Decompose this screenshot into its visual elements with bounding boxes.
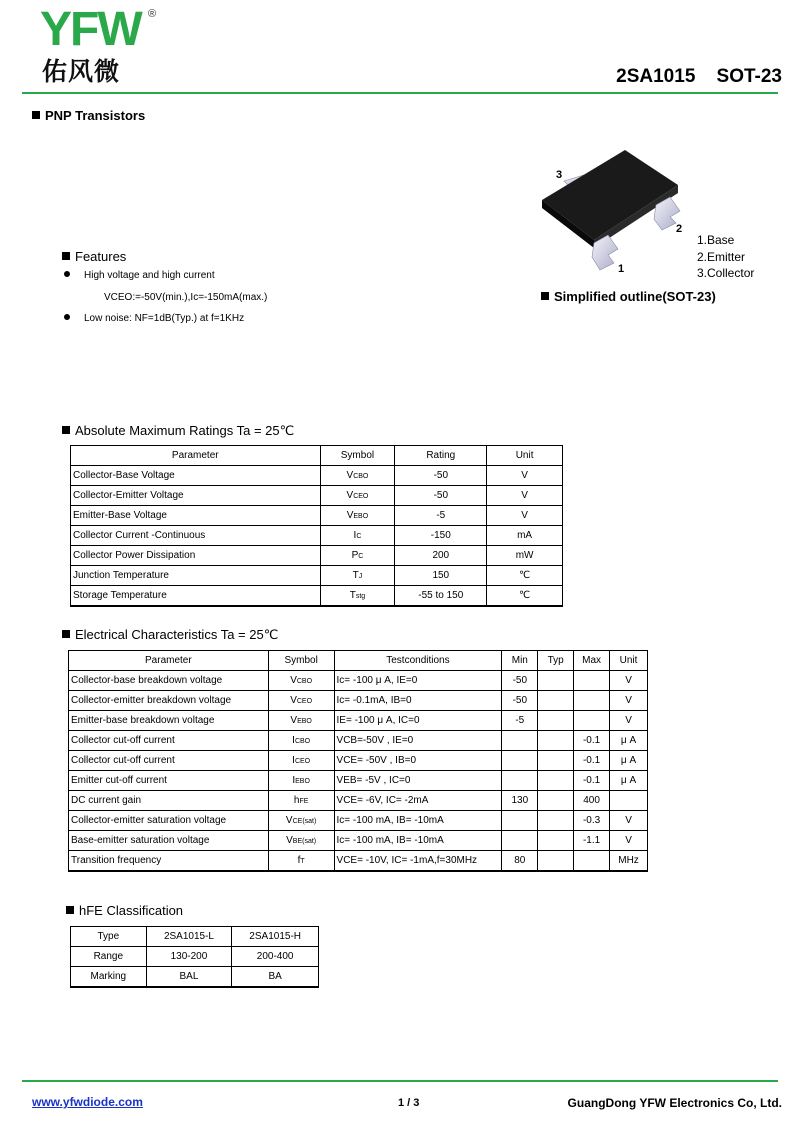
header-rule (22, 92, 778, 94)
table-cell: 130 (502, 791, 538, 811)
table-cell: ℃ (487, 586, 563, 607)
table-row (69, 751, 648, 771)
table-cell: 2SA1015-L (146, 927, 232, 947)
square-bullet-icon (541, 292, 549, 300)
table-cell: BAL (146, 967, 232, 988)
table-cell (538, 851, 574, 872)
table-cell: VCB=-50V , IE=0 (334, 731, 502, 751)
table-cell: VBE(sat) (268, 831, 334, 851)
abs-max-table (70, 445, 563, 607)
table-cell: mW (487, 546, 563, 566)
table-row (71, 967, 319, 988)
feature-item: Low noise: NF=1dB(Typ.) at f=1KHz (64, 313, 244, 324)
table-cell: Collector cut-off current (69, 751, 269, 771)
column-header: Min (502, 651, 538, 671)
square-bullet-icon (32, 111, 40, 119)
table-cell: μ A (610, 771, 648, 791)
part-title (616, 66, 782, 88)
table-cell: Emitter-Base Voltage (71, 506, 321, 526)
table-cell: VEBO (268, 711, 334, 731)
table-cell (538, 771, 574, 791)
column-header: Unit (610, 651, 648, 671)
registered-mark: ® (148, 8, 157, 20)
table-row (69, 711, 648, 731)
table-cell: -55 to 150 (395, 586, 487, 607)
table-cell: Transition frequency (69, 851, 269, 872)
square-bullet-icon (66, 906, 74, 914)
table-cell: 2SA1015-H (232, 927, 319, 947)
table-cell: 400 (574, 791, 610, 811)
column-header: Parameter (71, 446, 321, 466)
table-row (69, 691, 648, 711)
table-cell: ℃ (487, 566, 563, 586)
table-row (71, 566, 563, 586)
table-cell: 130-200 (146, 947, 232, 967)
pin-label-1: 1 (618, 263, 625, 275)
table-cell: VCEO (320, 486, 395, 506)
part-number: 2SA1015 (616, 66, 696, 87)
table-cell (502, 811, 538, 831)
abs-max-title: Absolute Maximum Ratings Ta = 25℃ (62, 423, 294, 439)
table-cell: Base-emitter saturation voltage (69, 831, 269, 851)
column-header: Testconditions (334, 651, 502, 671)
table-cell: ICEO (268, 751, 334, 771)
pin-label-3: 3 (556, 169, 563, 181)
table-cell: -0.3 (574, 811, 610, 831)
table-cell: Ic= -100 mA, IB= -10mA (334, 811, 502, 831)
logo-text: YFW (40, 3, 141, 56)
table-row (69, 731, 648, 751)
features-title: Features (62, 249, 126, 264)
table-cell (502, 731, 538, 751)
table-cell: VCBO (320, 466, 395, 486)
table-cell: -0.1 (574, 771, 610, 791)
page-number: 1 / 3 (398, 1097, 420, 1109)
column-header: Typ (538, 651, 574, 671)
table-row (69, 851, 648, 872)
table-cell: Ic= -0.1mA, IB=0 (334, 691, 502, 711)
table-row (69, 671, 648, 691)
table-cell: -5 (395, 506, 487, 526)
package-name: SOT-23 (716, 66, 782, 87)
table-cell: Ic= -100 μ A, IE=0 (334, 671, 502, 691)
logo-chinese-text: 佑风微 (42, 57, 121, 86)
table-cell: V (487, 486, 563, 506)
table-cell: -0.1 (574, 731, 610, 751)
table-cell: 200 (395, 546, 487, 566)
table-cell: DC current gain (69, 791, 269, 811)
table-cell (574, 711, 610, 731)
table-row (69, 791, 648, 811)
column-header: Unit (487, 446, 563, 466)
square-bullet-icon (62, 426, 70, 434)
table-cell: VEBO (320, 506, 395, 526)
table-cell: -1.1 (574, 831, 610, 851)
table-cell (538, 691, 574, 711)
table-cell: V (487, 506, 563, 526)
footer-url[interactable] (32, 1095, 143, 1109)
company-name: GuangDong YFW Electronics Co, Ltd. (567, 1096, 782, 1110)
table-cell (574, 691, 610, 711)
table-cell (502, 831, 538, 851)
table-cell: μ A (610, 731, 648, 751)
table-cell: Marking (71, 967, 147, 988)
footer-rule (22, 1080, 778, 1082)
table-row (71, 927, 319, 947)
table-cell (538, 711, 574, 731)
column-header: Max (574, 651, 610, 671)
table-cell (538, 751, 574, 771)
table-cell: Tstg (320, 586, 395, 607)
square-bullet-icon (62, 252, 70, 260)
feature-item: High voltage and high current (64, 270, 215, 281)
outline-caption: Simplified outline(SOT-23) (541, 289, 716, 304)
table-cell: IEBO (268, 771, 334, 791)
hfe-title: hFE Classification (66, 903, 183, 918)
pin-name-collector: 3.Collector (697, 266, 755, 280)
table-cell: Range (71, 947, 147, 967)
table-cell: VCE(sat) (268, 811, 334, 831)
table-cell: Collector Power Dissipation (71, 546, 321, 566)
table-cell: mA (487, 526, 563, 546)
feature-item: VCEO:=-50V(min.),Ic=-150mA(max.) (104, 292, 268, 303)
table-cell: -0.1 (574, 751, 610, 771)
website-link[interactable]: www.yfwdiode.com (32, 1095, 143, 1109)
table-cell: Collector-Base Voltage (71, 466, 321, 486)
table-cell: Storage Temperature (71, 586, 321, 607)
table-cell: Emitter-base breakdown voltage (69, 711, 269, 731)
table-row (69, 771, 648, 791)
table-cell: Emitter cut-off current (69, 771, 269, 791)
table-cell: -50 (502, 691, 538, 711)
table-cell: V (487, 466, 563, 486)
table-cell: Collector-emitter breakdown voltage (69, 691, 269, 711)
table-row (71, 506, 563, 526)
table-header-row (69, 651, 648, 671)
table-cell: Collector cut-off current (69, 731, 269, 751)
dot-bullet-icon (64, 271, 70, 277)
table-cell: VEB= -5V , IC=0 (334, 771, 502, 791)
table-row (71, 486, 563, 506)
company-logo (40, 3, 160, 92)
table-cell: V (610, 671, 648, 691)
table-cell: μ A (610, 751, 648, 771)
table-row (71, 947, 319, 967)
elec-table (68, 650, 648, 872)
table-cell (538, 811, 574, 831)
table-cell: Junction Temperature (71, 566, 321, 586)
table-cell: Ic= -100 mA, IB= -10mA (334, 831, 502, 851)
table-row (71, 586, 563, 607)
table-cell: PC (320, 546, 395, 566)
pin-names (697, 232, 754, 282)
pin-name-emitter: 2.Emitter (697, 249, 746, 264)
table-cell: hFE (268, 791, 334, 811)
table-cell: Collector-base breakdown voltage (69, 671, 269, 691)
table-row (69, 831, 648, 851)
table-cell: IE= -100 μ A, IC=0 (334, 711, 502, 731)
table-cell: 80 (502, 851, 538, 872)
table-cell (538, 731, 574, 751)
table-cell: V (610, 691, 648, 711)
table-cell: Collector-Emitter Voltage (71, 486, 321, 506)
column-header: Symbol (320, 446, 395, 466)
table-cell: 200-400 (232, 947, 319, 967)
pin-label-2: 2 (676, 223, 683, 235)
table-cell: VCBO (268, 671, 334, 691)
table-cell: 150 (395, 566, 487, 586)
table-row (71, 466, 563, 486)
table-cell: IC (320, 526, 395, 546)
table-cell (502, 751, 538, 771)
table-cell: Type (71, 927, 147, 947)
section-title: PNP Transistors (32, 108, 145, 123)
table-cell (538, 831, 574, 851)
table-cell (538, 671, 574, 691)
table-cell: VCE= -50V , IB=0 (334, 751, 502, 771)
elec-title: Electrical Characteristics Ta = 25℃ (62, 627, 278, 643)
table-cell: BA (232, 967, 319, 988)
table-cell: V (610, 711, 648, 731)
table-cell (610, 791, 648, 811)
dot-bullet-icon (64, 314, 70, 320)
table-cell: -150 (395, 526, 487, 546)
table-cell: -5 (502, 711, 538, 731)
table-cell: VCE= -6V, IC= -2mA (334, 791, 502, 811)
table-cell: V (610, 831, 648, 851)
column-header: Symbol (268, 651, 334, 671)
table-cell: V (610, 811, 648, 831)
table-row (71, 546, 563, 566)
hfe-table (70, 926, 319, 988)
square-bullet-icon (62, 630, 70, 638)
table-cell: ICBO (268, 731, 334, 751)
table-cell: -50 (395, 486, 487, 506)
table-cell: -50 (395, 466, 487, 486)
table-cell: -50 (502, 671, 538, 691)
table-cell: VCE= -10V, IC= -1mA,f=30MHz (334, 851, 502, 872)
table-row (69, 811, 648, 831)
table-cell: TJ (320, 566, 395, 586)
column-header: Rating (395, 446, 487, 466)
table-row (71, 526, 563, 546)
table-cell: VCEO (268, 691, 334, 711)
table-cell (574, 851, 610, 872)
table-cell (538, 791, 574, 811)
table-cell: MHz (610, 851, 648, 872)
pin-name-base: 1.Base (697, 233, 735, 247)
column-header: Parameter (69, 651, 269, 671)
table-cell (502, 771, 538, 791)
table-cell: Collector Current -Continuous (71, 526, 321, 546)
table-header-row (71, 446, 563, 466)
table-cell: fT (268, 851, 334, 872)
table-cell (574, 671, 610, 691)
table-cell: Collector-emitter saturation voltage (69, 811, 269, 831)
